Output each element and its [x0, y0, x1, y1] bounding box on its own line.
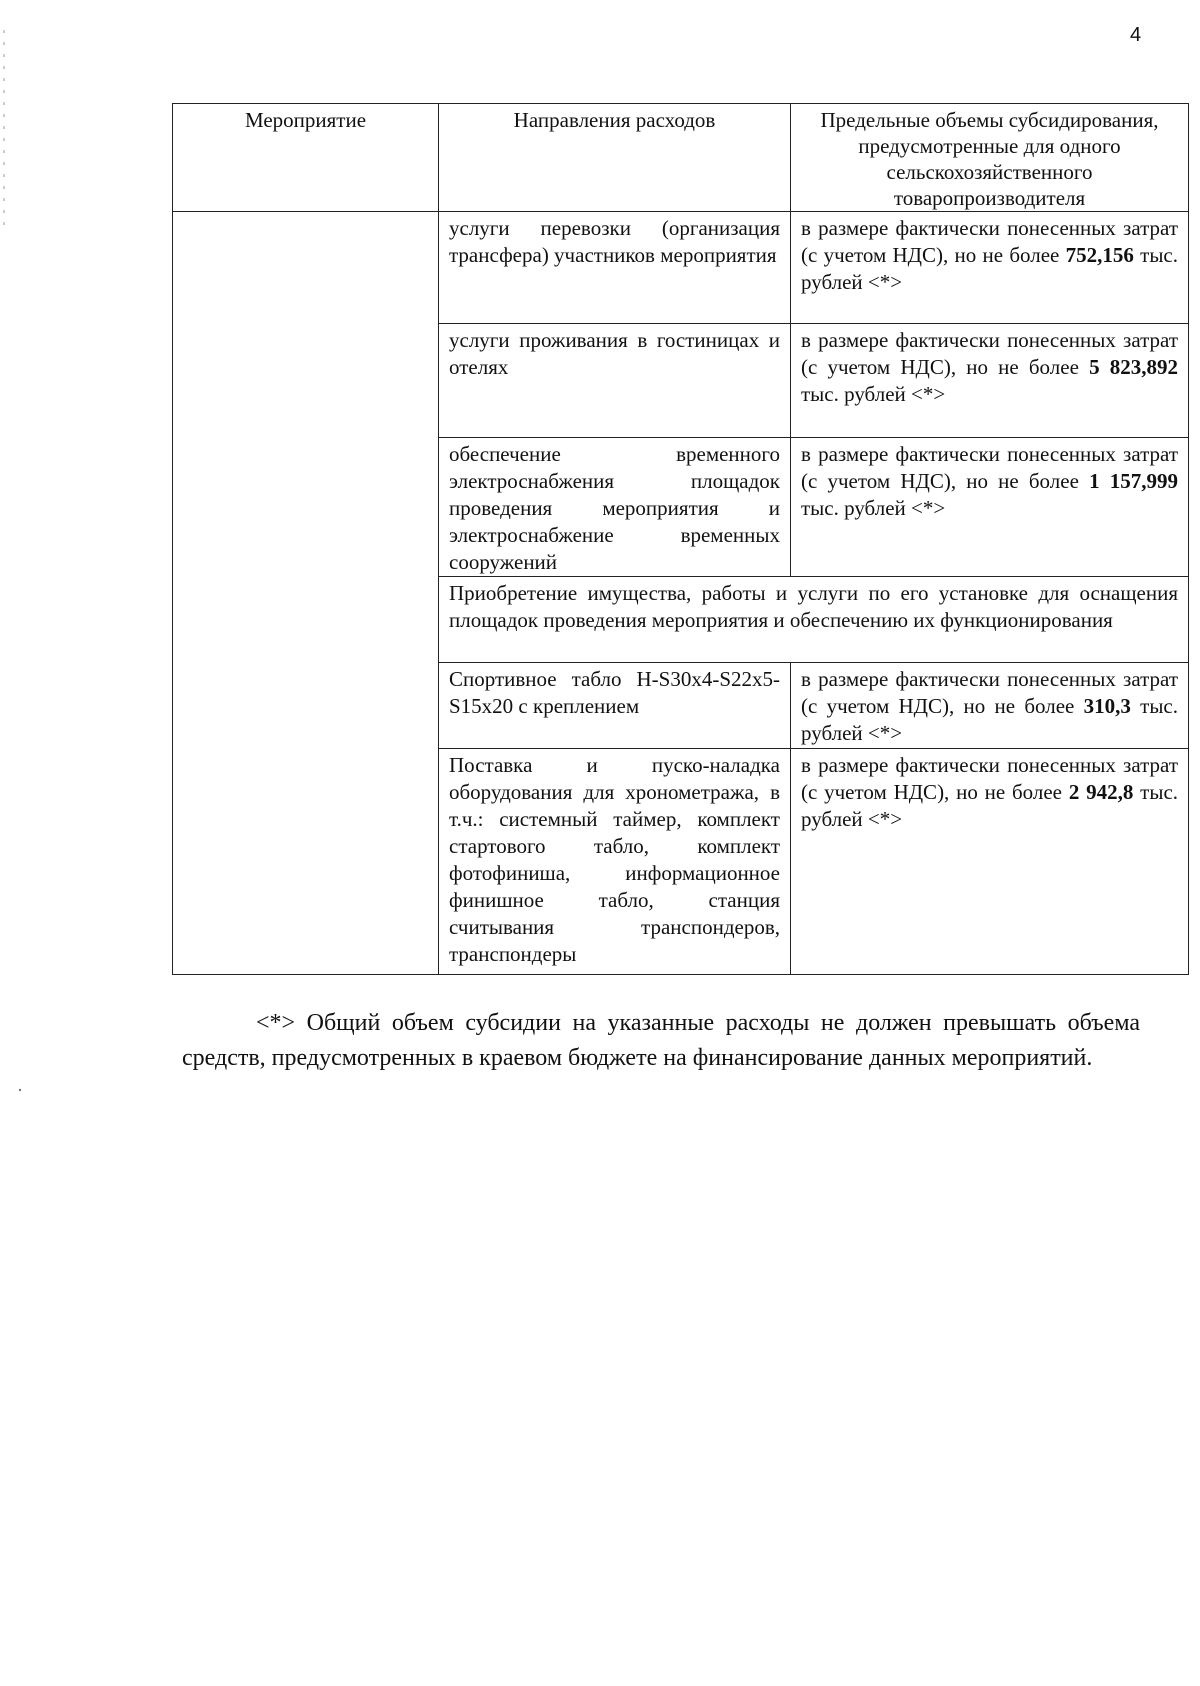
page-number: 4 [1130, 24, 1142, 46]
header-direction: Направления расходов [439, 104, 791, 212]
limit-suffix: тыс. рублей <*> [801, 694, 1178, 745]
limit-amount: 2 942,8 [1068, 780, 1134, 804]
subsidy-limits-table [172, 103, 1189, 975]
limit-amount: 1 157,999 [1089, 469, 1178, 493]
limit-prefix: в размере фактически понесенных затрат (с учетом НДС), но не более [801, 216, 1178, 267]
header-event: Мероприятие [173, 104, 439, 212]
limit-prefix: в размере фактически понесенных затрат (с учетом НДС), но не более [801, 667, 1178, 718]
limit-amount: 310,3 [1083, 694, 1131, 718]
limit-prefix: в размере фактически понесенных затрат (с учетом НДС), но не более [801, 328, 1178, 379]
direction-cell: услуги проживания в гостиницах и отелях [439, 324, 791, 438]
direction-cell: Спортивное табло H-S30x4-S22x5-S15x20 с креплением [439, 663, 791, 749]
event-cell-empty [173, 212, 439, 975]
limit-cell [791, 324, 1189, 438]
table-header-row [173, 104, 1189, 212]
header-limit: Предельные объемы субсидирования, предусмотренные для одного сельскохозяйственного товаропроизводителя [791, 104, 1189, 212]
limit-cell [791, 749, 1189, 975]
limit-cell [791, 663, 1189, 749]
limit-amount: 752,156 [1065, 243, 1134, 267]
limit-suffix: тыс. рублей <*> [801, 243, 1178, 294]
direction-cell: Поставка и пуско-наладка оборудования для хронометража, в т.ч.: системный таймер, комплект стартового табло, комплект фотофиниша, информационное финишное табло, станция считывания транспондеров, транспондеры [439, 749, 791, 975]
merged-section-cell: Приобретение имущества, работы и услуги по его установке для оснащения площадок проведения мероприятия и обеспечению их функционирования [439, 577, 1189, 663]
table-row [173, 212, 1189, 324]
limit-suffix: тыс. рублей <*> [801, 780, 1179, 831]
limit-prefix: в размере фактически понесенных затрат (с учетом НДС), но не более [801, 442, 1178, 493]
limit-amount: 5 823,892 [1089, 355, 1178, 379]
footnote: <*> Общий объем субсидии на указанные расходы не должен превышать объема средств, предусмотренных в краевом бюджете на финансирование данных мероприятий. [182, 1010, 1140, 1071]
limit-suffix: тыс. рублей <*> [801, 382, 946, 406]
limit-prefix: в размере фактически понесенных затрат (с учетом НДС), но не более [801, 753, 1178, 804]
limit-suffix: тыс. рублей <*> [801, 496, 946, 520]
direction-cell: обеспечение временного электроснабжения площадок проведения мероприятия и электроснабжение временных сооружений [439, 438, 791, 577]
limit-cell [791, 212, 1189, 324]
scan-margin-marks [0, 0, 40, 1686]
direction-cell: услуги перевозки (организация трансфера) участников мероприятия [439, 212, 791, 324]
limit-cell [791, 438, 1189, 577]
